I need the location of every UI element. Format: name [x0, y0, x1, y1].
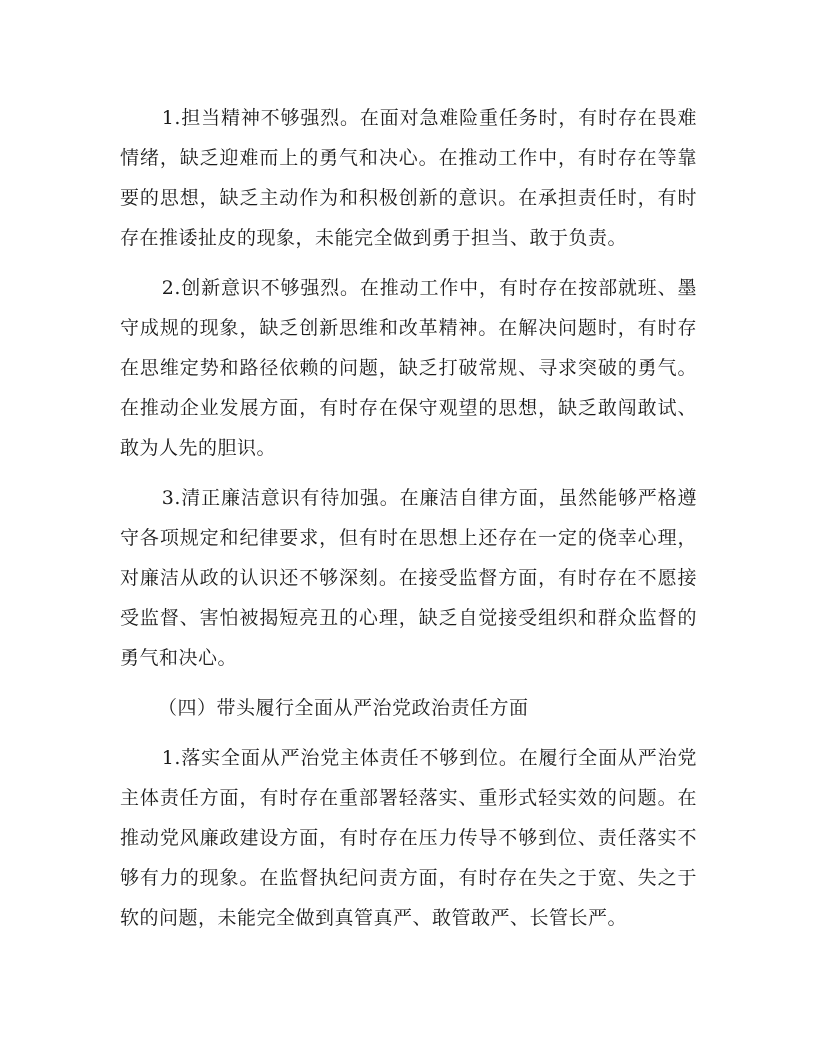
document-body: [120, 98, 697, 948]
paragraph-party-responsibility: 1.落实全面从严治党主体责任不够到位。在履行全面从严治党主体责任方面，有时存在重部署轻落实、重形式轻实效的问题。在推动党风廉政建设方面，有时存在压力传导不够到位、责任落实不够有力的现象。在监督执纪问责方面，有时存在失之于宽、失之于软的问题，未能完全做到真管真严、敢管敢严、长管长严。: [120, 747, 697, 929]
paragraph-integrity: 3.清正廉洁意识有待加强。在廉洁自律方面，虽然能够严格遵守各项规定和纪律要求，但有时在思想上还存在一定的侥幸心理，对廉洁从政的认识还不够深刻。在接受监督方面，有时存在不愿接受监督、害怕被揭短亮丑的心理，缺乏自觉接受组织和群众监督的勇气和决心。: [120, 487, 697, 669]
section-heading: （四）带头履行全面从严治党政治责任方面: [158, 697, 529, 719]
paragraph-responsibility: 1.担当精神不够强烈。在面对急难险重任务时，有时存在畏难情绪，缺乏迎难而上的勇气和决心。在推动工作中，有时存在等靠要的思想，缺乏主动作为和积极创新的意识。在承担责任时，有时存在推诿扯皮的现象，未能完全做到勇于担当、敢于负责。: [120, 107, 697, 249]
paragraph-innovation: 2.创新意识不够强烈。在推动工作中，有时存在按部就班、墨守成规的现象，缺乏创新思维和改革精神。在解决问题时，有时存在思维定势和路径依赖的问题，缺乏打破常规、寻求突破的勇气。在推动企业发展方面，有时存在保守观望的思想，缺乏敢闯敢试、敢为人先的胆识。: [120, 277, 697, 459]
